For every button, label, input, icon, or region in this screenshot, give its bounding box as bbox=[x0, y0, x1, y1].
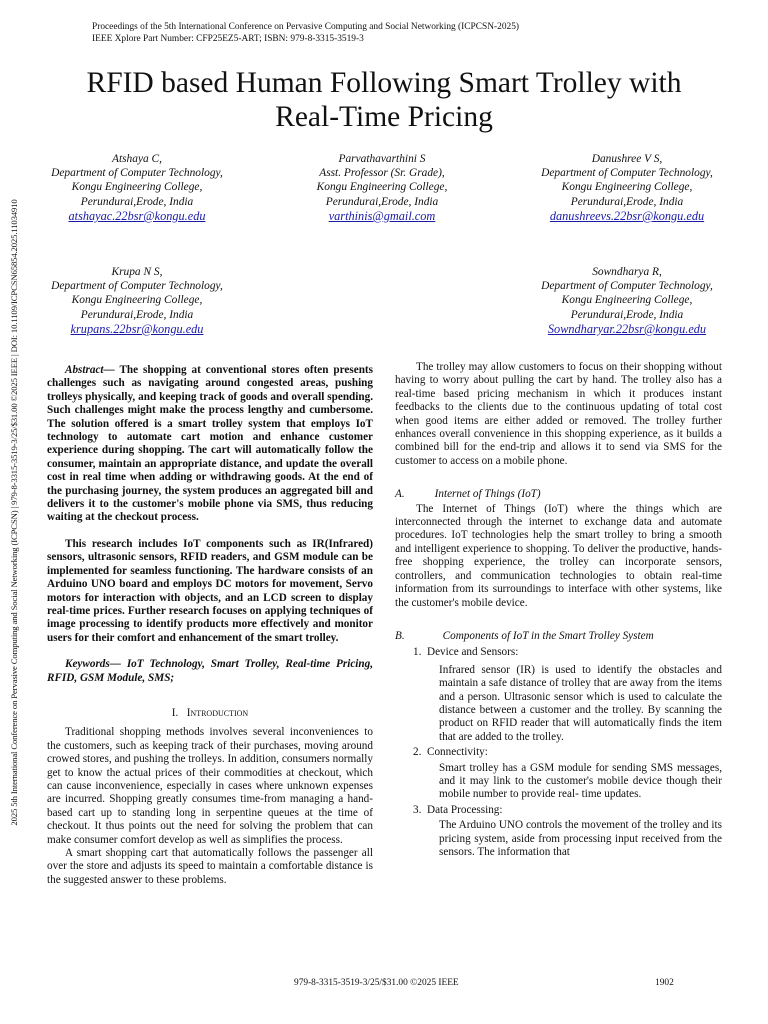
author-location: Perundurai,Erode, India bbox=[570, 308, 684, 321]
subsection-label: B. bbox=[395, 629, 405, 642]
author-location: Perundurai,Erode, India bbox=[80, 308, 194, 321]
author-name: Krupa N S, bbox=[111, 266, 163, 278]
subsection-label: A. bbox=[395, 488, 405, 501]
author-block bbox=[12, 152, 262, 224]
subsection-heading-a bbox=[395, 488, 722, 501]
side-doi-note: 2025 5th International Conference on Pervasive Computing and Social Networking (ICPCSN) | 979-8-3315-3519-3/25/$31.00 ©2025 IEEE | DOI: 10.1109/ICPCSN65854.2025.11034910 bbox=[9, 199, 19, 826]
author-name: Atshaya C, bbox=[112, 153, 162, 165]
author-block bbox=[502, 265, 752, 337]
author-email-link[interactable]: varthinis@gmail.com bbox=[328, 208, 436, 223]
paper-title bbox=[0, 66, 768, 134]
list-text: Infrared sensor (IR) is used to identify the obstacles and maintain a safe distance of trolley that are away from the items and a person. Ultrasonic sensor which is used to calculate the distance between a customer and the trolley. By scanning the product on RFID reader that will automatically finds the item that are added to the trolley. bbox=[439, 663, 722, 743]
abstract-paragraph bbox=[47, 364, 373, 525]
proceedings-line: Proceedings of the 5th International Conference on Pervasive Computing and Social Networking (ICPCSN-2025) bbox=[92, 22, 519, 32]
list-number: 3. bbox=[413, 803, 422, 816]
author-name: Danushree V S, bbox=[591, 153, 663, 165]
keywords bbox=[47, 658, 373, 685]
left-column bbox=[47, 364, 373, 887]
keywords-text: IoT Technology, Smart Trolley, Real-time Pricing, RFID, GSM Module, SMS; bbox=[47, 658, 374, 684]
footer-copyright: 979-8-3315-3519-3/25/$31.00 ©2025 IEEE bbox=[294, 978, 459, 988]
list-text: Smart trolley has a GSM module for sending SMS messages, and it may link to the customer's mobile device though their mobile number to provide real- time updates. bbox=[439, 761, 722, 801]
body-paragraph: The trolley may allow customers to focus on their shopping without having to worry about pulling the cart by hand. The trolley also has a real-time based pricing mechanism in which it produces instant feedbacks to the clients due to the continuous updating of total cost when good items are either added or removed. The trolley further enhances overall convenience in this shopping experience, as it builds a combined bill for the end-trip and allows it to send via SMS for the customer to access on a mobile phone. bbox=[395, 361, 722, 467]
section-heading-intro bbox=[47, 707, 373, 720]
page-number: 1902 bbox=[655, 978, 674, 988]
right-column bbox=[395, 361, 722, 859]
author-affiliation: Department of Computer Technology, bbox=[51, 280, 223, 293]
list-item bbox=[395, 746, 722, 802]
author-block bbox=[12, 265, 262, 337]
author-college: Kongu Engineering College, bbox=[561, 294, 693, 307]
isbn-line: IEEE Xplore Part Number: CFP25EZ5-ART; ISBN: 979-8-3315-3519-3 bbox=[92, 34, 364, 44]
list-item-heading bbox=[413, 646, 722, 659]
author-block bbox=[257, 152, 507, 224]
author-affiliation: Department of Computer Technology, bbox=[541, 280, 713, 293]
author-email-link[interactable]: danushreevs.22bsr@kongu.edu bbox=[549, 208, 705, 223]
list-item bbox=[395, 646, 722, 744]
list-item-heading bbox=[413, 804, 722, 817]
subsection-title: Components of IoT in the Smart Trolley System bbox=[442, 629, 654, 642]
list-title: Data Processing: bbox=[426, 803, 503, 816]
author-college: Kongu Engineering College, bbox=[316, 181, 448, 194]
keywords-label: Keywords— bbox=[65, 658, 121, 671]
list-item-heading bbox=[413, 746, 722, 759]
author-email-link[interactable]: krupans.22bsr@kongu.edu bbox=[70, 321, 204, 336]
author-block bbox=[502, 152, 752, 224]
subsection-heading-b bbox=[395, 630, 722, 643]
author-name: Sowndharya R, bbox=[592, 266, 662, 278]
author-affiliation: Department of Computer Technology, bbox=[541, 167, 713, 180]
list-title: Device and Sensors: bbox=[426, 646, 519, 659]
list-number: 1. bbox=[413, 646, 422, 659]
author-location: Perundurai,Erode, India bbox=[570, 195, 684, 208]
author-college: Kongu Engineering College, bbox=[71, 294, 203, 307]
title-line-2: Real-Time Pricing bbox=[275, 101, 493, 133]
abstract-paragraph-2: This research includes IoT components such as IR(Infrared) sensors, ultrasonic sensors, RFID readers, and GSM module can be implemented for seamless functioning. The hardware consists of an Arduino UNO board and employs DC motors for movement, Servo motors for interaction with objects, and an LCD screen to display real-time prices. Further research focuses on applying techniques of image processing to identify products more effectively and monitor users for their comfort and enhancement of the smart trolley. bbox=[47, 537, 373, 644]
list-text: The Arduino UNO controls the movement of the trolley and its pricing system, aside from processing input received from the sensors. The information that bbox=[439, 819, 722, 858]
list-number: 2. bbox=[413, 746, 422, 759]
list-title: Connectivity: bbox=[426, 746, 488, 759]
author-name: Parvathavarthini S bbox=[338, 153, 426, 165]
intro-paragraph: Traditional shopping methods involves several inconveniences to the customers, such as keeping track of their purchases, moving around crowed stores, and pushing the trolleys. In addition, consumers normally get to know the actual prices of their commodities at checkout, which can cause inconvenience, especially in cases where unknown expenses are incurred. Shopping greatly consumes time-from managing a hand-based cart up to standing long in serpentine queues at the time of checkout. It thus points out the need for solving the problem that can make consumer comfort develop as well as simplifies the process. bbox=[47, 726, 373, 846]
author-affiliation: Department of Computer Technology, bbox=[51, 167, 223, 180]
section-number: I. bbox=[171, 706, 179, 719]
author-college: Kongu Engineering College, bbox=[71, 181, 203, 194]
section-title: Introduction bbox=[186, 706, 249, 719]
iot-paragraph: The Internet of Things (IoT) where the things which are interconnected through the internet to exchange data and automate procedures. IoT technologies help the smart trolley to bring a smooth and intelligent experience to shopping. To deliver the productive, hands-free shopping experience, the trolley can incorporate sensors, controllers, and communication technologies to obtain real-time information from its surroundings to interface with other systems, like the customer's mobile device. bbox=[395, 502, 722, 609]
subsection-title: Internet of Things (IoT) bbox=[434, 488, 541, 501]
author-email-link[interactable]: atshayac.22bsr@kongu.edu bbox=[68, 208, 206, 223]
author-affiliation: Asst. Professor (Sr. Grade), bbox=[319, 167, 445, 180]
title-line-1: RFID based Human Following Smart Trolley with bbox=[86, 67, 682, 99]
list-item bbox=[395, 804, 722, 860]
author-email-link[interactable]: Sowndharyar.22bsr@kongu.edu bbox=[547, 321, 707, 336]
abstract-text: The shopping at conventional stores often presents challenges such as navigating around congested areas, pushing trolleys physically, and keeping track of goods and overall spending. Such challenges might make the process lengthy and cumbersome. The solution offered is a smart trolley system that employs IoT technology to automate cart motion and enhance customer experience during shopping. The cart will automatically follow the consumer, maintain an appropriate distance, and update the overall cost in real time when adding or withdrawing goods. At the end of the purchasing journey, the system produces an aggregated bill and delivers it to the customer's mobile phone via SMS, thus reducing waiting at the checkout process. bbox=[47, 364, 373, 524]
author-location: Perundurai,Erode, India bbox=[325, 195, 439, 208]
intro-paragraph-2: A smart shopping cart that automatically follows the passenger all over the store and adjusts its speed to maintain a comfortable distance is the suggested answer to these problems. bbox=[47, 847, 373, 886]
abstract-label: Abstract— bbox=[65, 364, 115, 376]
author-location: Perundurai,Erode, India bbox=[80, 195, 194, 208]
author-college: Kongu Engineering College, bbox=[561, 181, 693, 194]
component-list bbox=[395, 646, 722, 859]
